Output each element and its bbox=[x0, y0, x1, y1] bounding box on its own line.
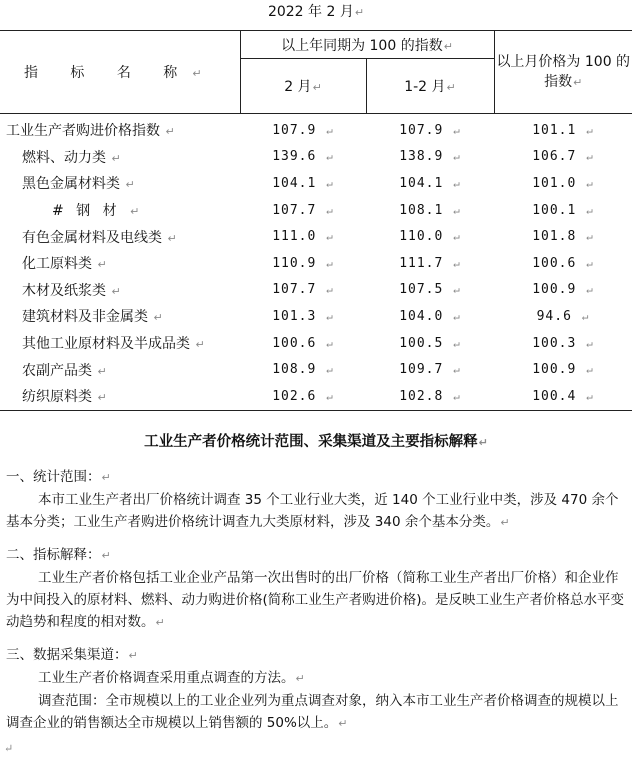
table-row bbox=[0, 250, 632, 277]
section-definitions-heading: 二、指标解释：↵ bbox=[6, 547, 111, 563]
cell-month: 111.0 ↵ bbox=[272, 229, 334, 245]
section-channels-method: 工业生产者价格调查采用重点调查的方法。↵ bbox=[38, 670, 305, 686]
row-label: 建筑材料及非金属类 ↵ bbox=[22, 309, 163, 326]
cell-cumulative: 104.0 ↵ bbox=[399, 308, 461, 324]
table-row bbox=[0, 114, 632, 144]
cell-month: 107.7 ↵ bbox=[272, 282, 334, 298]
cell-month: 100.6 ↵ bbox=[272, 335, 334, 351]
cell-mom: 100.9 ↵ bbox=[532, 362, 594, 378]
cell-month: 107.9 ↵ bbox=[272, 122, 334, 138]
header-month: 2 月↵ bbox=[240, 59, 366, 114]
cell-cumulative: 100.5 ↵ bbox=[399, 335, 461, 351]
cell-cumulative: 107.5 ↵ bbox=[399, 282, 461, 298]
table-row bbox=[0, 303, 632, 330]
cell-mom: 100.6 ↵ bbox=[532, 255, 594, 271]
cell-cumulative: 109.7 ↵ bbox=[399, 362, 461, 378]
cell-mom: 94.6 ↵ bbox=[536, 308, 590, 324]
notes-title: 工业生产者价格统计范围、采集渠道及主要指标解释↵ bbox=[144, 434, 488, 450]
header-yoy-group: 以上年同期为 100 的指数↵ bbox=[240, 31, 494, 59]
table-row bbox=[0, 277, 632, 304]
section-channels-heading: 三、数据采集渠道：↵ bbox=[6, 647, 138, 663]
row-label: # 钢 材 ↵ bbox=[52, 203, 144, 220]
row-label: 工业生产者购进价格指数 ↵ bbox=[6, 123, 175, 140]
cell-mom: 100.9 ↵ bbox=[532, 282, 594, 298]
table-row bbox=[0, 144, 632, 171]
cell-cumulative: 102.8 ↵ bbox=[366, 383, 494, 410]
cell-mom: 106.7 ↵ bbox=[532, 149, 594, 165]
section-definitions bbox=[6, 544, 626, 634]
cell-mom: 101.1 ↵ bbox=[532, 122, 594, 138]
cell-cumulative: 104.1 ↵ bbox=[399, 175, 461, 191]
cell-month: 110.9 ↵ bbox=[272, 255, 334, 271]
table-row bbox=[0, 197, 632, 224]
table-row bbox=[0, 223, 632, 250]
cell-mom: 101.8 ↵ bbox=[532, 229, 594, 245]
report-date: 2022 年 2 月↵ bbox=[267, 4, 365, 20]
cell-mom: 100.4 ↵ bbox=[494, 383, 632, 410]
cell-month: 139.6 ↵ bbox=[272, 149, 334, 165]
row-label: 燃料、动力类 ↵ bbox=[22, 149, 121, 166]
cell-cumulative: 111.7 ↵ bbox=[399, 255, 461, 271]
section-scope-text: 本市工业生产者出厂价格统计调查 35 个工业行业大类，近 140 个工业行业中类，涉及 470 余个基本分类；工业生产者购进价格统计调查九大类原材料，涉及 340 余个基本分类。↵ bbox=[6, 492, 619, 530]
cell-mom: 100.1 ↵ bbox=[532, 202, 594, 218]
table-row bbox=[0, 170, 632, 197]
header-indicator-name: 指 标 名 称↵ bbox=[0, 31, 240, 114]
row-label: 木材及纸浆类 ↵ bbox=[22, 282, 121, 299]
row-label: 农副产品类 ↵ bbox=[22, 362, 107, 379]
row-label: 其他工业原材料及半成品类 ↵ bbox=[22, 336, 205, 353]
row-label: 有色金属材料及电线类 ↵ bbox=[22, 229, 177, 246]
trailing-mark: ↵ bbox=[4, 742, 14, 755]
cell-mom: 100.3 ↵ bbox=[532, 335, 594, 351]
cell-month: 104.1 ↵ bbox=[272, 175, 334, 191]
price-index-table bbox=[0, 30, 632, 411]
section-channels bbox=[6, 644, 626, 735]
cell-month: 108.9 ↵ bbox=[272, 362, 334, 378]
section-scope bbox=[6, 466, 626, 534]
table-row bbox=[0, 356, 632, 383]
cell-cumulative: 107.9 ↵ bbox=[399, 122, 461, 138]
table-row bbox=[0, 383, 632, 410]
row-label: 化工原料类 ↵ bbox=[22, 256, 107, 273]
table-row bbox=[0, 330, 632, 357]
header-mom-index: 以上月价格为 100 的指数↵ bbox=[494, 31, 632, 114]
section-channels-text: 调查范围：全市规模以上的工业企业列为重点调查对象，纳入本市工业生产者价格调查的规模以上调查企业的销售额达全市规模以上销售额的 50%以上。↵ bbox=[6, 693, 619, 731]
cell-month: 102.6 ↵ bbox=[240, 383, 366, 410]
row-label: 纺织原料类 ↵ bbox=[0, 383, 240, 410]
row-label: 黑色金属材料类 ↵ bbox=[22, 176, 135, 193]
cell-mom: 101.0 ↵ bbox=[532, 175, 594, 191]
header-cumulative: 1-2 月↵ bbox=[366, 59, 494, 114]
cell-cumulative: 108.1 ↵ bbox=[399, 202, 461, 218]
section-scope-heading: 一、统计范围：↵ bbox=[6, 469, 111, 485]
cell-cumulative: 110.0 ↵ bbox=[399, 229, 461, 245]
cell-month: 107.7 ↵ bbox=[272, 202, 334, 218]
cell-month: 101.3 ↵ bbox=[272, 308, 334, 324]
section-definitions-text: 工业生产者价格包括工业企业产品第一次出售时的出厂价格（简称工业生产者出厂价格）和企业作为中间投入的原材料、燃料、动力购进价格(简称工业生产者购进价格)。是反映工业生产者价格总水平变动趋势和程度的相对数。↵ bbox=[6, 570, 625, 630]
cell-cumulative: 138.9 ↵ bbox=[399, 149, 461, 165]
